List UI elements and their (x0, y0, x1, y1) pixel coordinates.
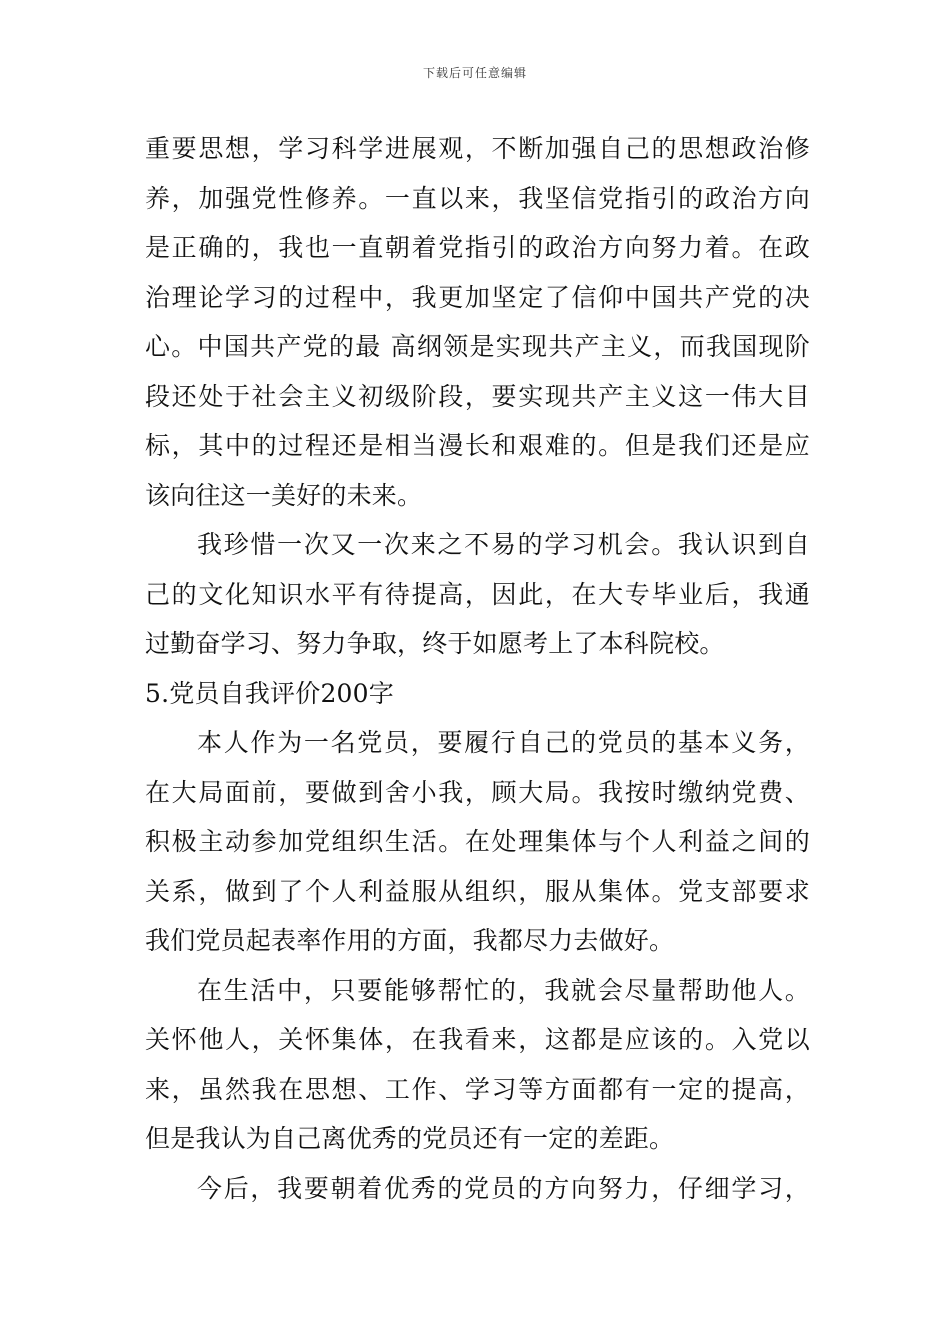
text-line: 心。中国共产党的最 高纲领是实现共产主义，而我国现阶 (145, 332, 810, 361)
text-line: 积极主动参加党组织生活。在处理集体与个人利益之间的 (145, 827, 810, 856)
text-line: 来，虽然我在思想、工作、学习等方面都有一定的提高， (145, 1074, 810, 1104)
text-line: 己的文化知识水平有待提高，因此，在大专毕业后，我通 (145, 579, 810, 609)
text-line: 在大局面前，要做到舍小我，顾大局。我按时缴纳党费、 (145, 777, 810, 807)
text-line: 关怀他人，关怀集体，在我看来，这都是应该的。入党以 (145, 1025, 810, 1054)
paragraph-first-line: 本人作为一名党员，要履行自己的党员的基本义务， (197, 728, 810, 757)
page-header: 下载后可任意编辑 (422, 66, 527, 80)
paragraph-first-line: 在生活中，只要能够帮忙的，我就会尽量帮助他人。 (197, 975, 810, 1005)
text-line: 标，其中的过程还是相当漫长和艰难的。但是我们还是应 (145, 431, 810, 460)
text-line: 治理论学习的过程中，我更加坚定了信仰中国共产党的决 (145, 282, 810, 312)
paragraph-first-line: 今后，我要朝着优秀的党员的方向努力，仔细学习， (197, 1173, 810, 1203)
text-line: 养，加强党性修养。一直以来，我坚信党指引的政治方向 (145, 183, 810, 213)
text-line: 我们党员起表率作用的方面，我都尽力去做好。 (145, 926, 675, 955)
paragraph-first-line: 我珍惜一次又一次来之不易的学习机会。我认识到自 (197, 530, 810, 559)
text-line: 过勤奋学习、努力争取，终于如愿考上了本科院校。 (145, 629, 725, 658)
text-line: 段还处于社会主义初级阶段，要实现共产主义这一伟大目 (145, 381, 810, 411)
text-line: 但是我认为自己离优秀的党员还有一定的差距。 (145, 1124, 675, 1153)
text-line: 关系，做到了个人利益服从组织，服从集体。党支部要求 (145, 876, 810, 906)
document-body (145, 124, 810, 1213)
text-line: 是正确的，我也一直朝着党指引的政治方向努力着。在政 (145, 233, 810, 262)
text-line: 该向往这一美好的未来。 (145, 480, 423, 510)
section-heading: 5.党员自我评价200字 (145, 678, 394, 708)
text-line: 重要思想，学习科学进展观，不断加强自己的思想政治修 (145, 134, 810, 163)
